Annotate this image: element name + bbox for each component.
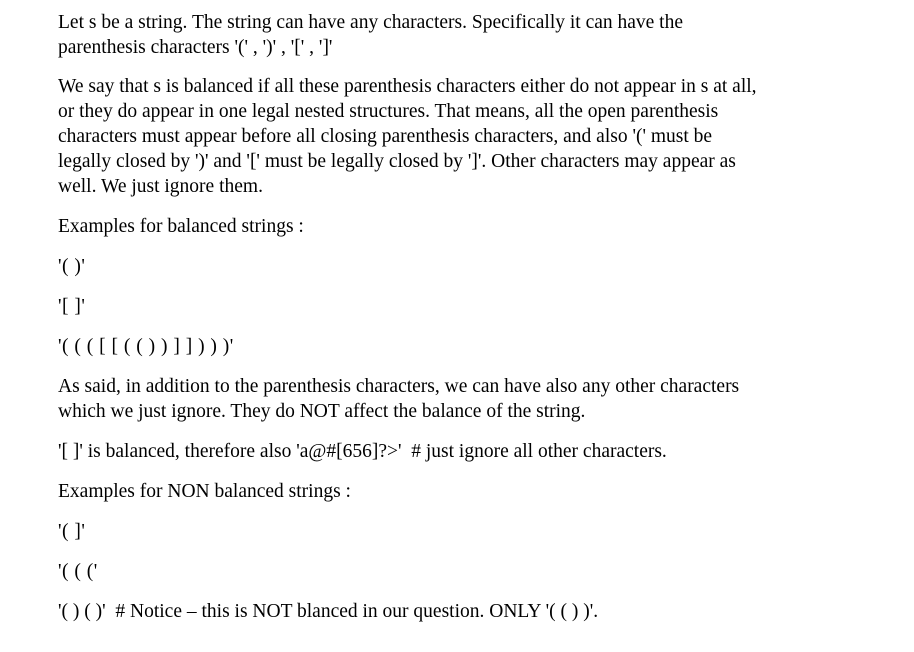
non-balanced-example: '( ) ( )' # Notice – this is NOT blanced in our question. ONLY '( ( ) )'. (58, 601, 599, 622)
definition-paragraph: We say that s is balanced if all these parenthesis characters either do not appear in s at all, or they do appear in one legal nested structures. That means, all the open parenthesis characters must appear before all closing parenthesis characters, and also '(' must be legally closed by ')' and '[' must be legally closed by ']'. Other characters may appear as well. We just ignore them. (58, 76, 757, 197)
non-balanced-example: '( ]' (58, 521, 86, 542)
intro-paragraph: Let s be a string. The string can have any characters. Specifically it can have the parenthesis characters '(' , ')' , '[' , ']' (58, 12, 684, 58)
non-balanced-heading: Examples for NON balanced strings : (58, 481, 351, 502)
other-chars-paragraph: As said, in addition to the parenthesis characters, we can have also any other characters which we just ignore. They do NOT affect the balance of the string. (58, 376, 740, 422)
balanced-example: '( )' (58, 256, 86, 277)
balanced-example: '[ ]' (58, 296, 86, 317)
other-chars-example: '[ ]' is balanced, therefore also 'a@#[656]?>' # just ignore all other characters. (58, 441, 667, 462)
balanced-example: '( ( ( [ [ ( ( ) ) ] ] ) ) )' (58, 336, 234, 357)
non-balanced-example: '( ( (' (58, 561, 98, 582)
balanced-heading: Examples for balanced strings : (58, 216, 304, 237)
document-body (58, 10, 878, 624)
